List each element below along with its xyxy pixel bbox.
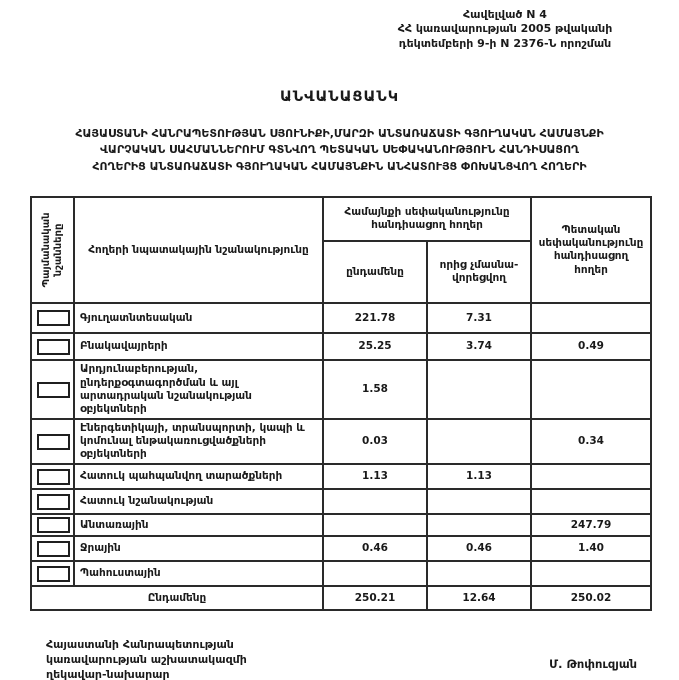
header-conventional-symbols [31, 197, 74, 303]
value-state [531, 360, 651, 419]
value-community-total: 25.25 [323, 333, 427, 360]
table-row [31, 536, 651, 561]
value-community-total [323, 514, 427, 536]
header-non-privatizable: որից չմասնա-վորեցվող [427, 241, 531, 303]
legend-symbol-box [37, 434, 70, 450]
row-label: Հատուկ նշանակության [74, 489, 323, 514]
value-state: 247.79 [531, 514, 651, 536]
total-community-total: 250.21 [323, 586, 427, 610]
land-table-container [30, 196, 653, 611]
legend-symbol-cell [31, 514, 74, 536]
table-row [31, 333, 651, 360]
legend-symbol-box [37, 566, 70, 582]
header-land-designation: Հողերի նպատակային նշանակությունը [74, 197, 323, 303]
table-total-row [31, 586, 651, 610]
document-subtitle [0, 126, 679, 176]
value-community-total [323, 489, 427, 514]
value-non-privatizable [427, 419, 531, 464]
header-state-owned: Պետական սեփականությունը հանդիսացող հողեր [531, 197, 651, 303]
row-label: Պահուստային [74, 561, 323, 586]
official-title-line-1: Հայաստանի Հանրապետության [46, 638, 234, 652]
header-community-total: ընդամենը [323, 241, 427, 303]
value-non-privatizable: 1.13 [427, 464, 531, 489]
header-community-owned-group: Համայնքի սեփականությունը հանդիսացող հողեր [323, 197, 531, 241]
appendix-line-1: Հավելված N 4 [463, 8, 547, 21]
subtitle-line-1: ՀԱՅԱՍՏԱՆԻ ՀԱՆՐԱՊԵՏՈՒԹՅԱՆ ՍՅՈՒՆԻՔԻ,ՄԱՐԶԻ ԱՆՏԱՌԱՃԱՏԻ ԳՅՈՒՂԱԿԱՆ ՀԱՄԱՅՆՔԻ [75, 126, 604, 140]
value-state [531, 489, 651, 514]
table-row [31, 561, 651, 586]
row-label: Անտառային [74, 514, 323, 536]
value-non-privatizable: 3.74 [427, 333, 531, 360]
value-community-total: 0.46 [323, 536, 427, 561]
total-label: Ընդամենը [31, 586, 323, 610]
table-row [31, 419, 651, 464]
legend-symbol-box [37, 494, 70, 510]
table-row [31, 489, 651, 514]
value-state [531, 303, 651, 333]
legend-symbol-cell [31, 489, 74, 514]
row-label: Էներգետիկայի, տրանսպորտի, կապի և կոմունալ ենթակառուցվածքների օբյեկտների [74, 419, 323, 464]
subtitle-line-2: ՎԱՐՉԱԿԱՆ ՍԱՀՄԱՆՆԵՐՈՒՄ ԳՏՆՎՈՂ ՊԵՏԱԿԱՆ ՍԵՓԱԿԱՆՈՒԹՅՈՒՆ ՀԱՆԴԻՍԱՑՈՂ [100, 143, 579, 157]
row-label: Արդյունաբերության, ընդերքօգտագործման և այլ արտադրական նշանակության օբյեկտների [74, 360, 323, 419]
legend-symbol-cell [31, 360, 74, 419]
legend-symbol-box [37, 469, 70, 485]
row-label: Ջրային [74, 536, 323, 561]
official-title-line-3: ղեկավար-նախարար [46, 667, 170, 680]
legend-symbol-box [37, 339, 70, 355]
official-title-line-2: կառավարության աշխատակազմի [46, 653, 247, 667]
page-title: ԱՆՎԱՆԱՑԱՆԿ [279, 88, 400, 105]
official-title-block [46, 638, 247, 680]
appendix-block [337, 8, 673, 51]
value-non-privatizable [427, 360, 531, 419]
legend-symbol-box [37, 382, 70, 398]
total-state: 250.02 [531, 586, 651, 610]
legend-symbol-cell [31, 536, 74, 561]
value-community-total: 221.78 [323, 303, 427, 333]
value-state: 0.49 [531, 333, 651, 360]
land-balance-table [30, 196, 652, 611]
value-non-privatizable [427, 514, 531, 536]
legend-symbol-box [37, 541, 70, 557]
legend-symbol-cell [31, 419, 74, 464]
legend-symbol-box [37, 310, 70, 326]
value-non-privatizable: 7.31 [427, 303, 531, 333]
table-header-row-group [31, 197, 651, 241]
row-label: Հատուկ պահպանվող տարածքների [74, 464, 323, 489]
value-state [531, 561, 651, 586]
table-row [31, 514, 651, 536]
legend-symbol-cell [31, 303, 74, 333]
legend-symbol-cell [31, 561, 74, 586]
appendix-line-2: ՀՀ կառավարության 2005 թվականի [397, 22, 613, 36]
table-row [31, 360, 651, 419]
value-community-total [323, 561, 427, 586]
value-community-total: 0.03 [323, 419, 427, 464]
appendix-line-3: դեկտեմբերի 9-ի N 2376-Ն որոշման [398, 36, 612, 50]
total-non-privatizable: 12.64 [427, 586, 531, 610]
value-state [531, 464, 651, 489]
row-label: Գյուղատնտեսական [74, 303, 323, 333]
table-row [31, 464, 651, 489]
signature-name: Մ. Թոփուզյան [549, 656, 637, 671]
header-conventional-symbols-label: Պայմանական նշանները [40, 212, 64, 288]
value-state: 0.34 [531, 419, 651, 464]
value-community-total: 1.13 [323, 464, 427, 489]
value-non-privatizable [427, 561, 531, 586]
table-row [31, 303, 651, 333]
value-non-privatizable [427, 489, 531, 514]
value-non-privatizable: 0.46 [427, 536, 531, 561]
legend-symbol-box [37, 517, 70, 533]
legend-symbol-cell [31, 464, 74, 489]
value-state: 1.40 [531, 536, 651, 561]
legend-symbol-cell [31, 333, 74, 360]
document-footer [0, 638, 679, 680]
row-label: Բնակավայրերի [74, 333, 323, 360]
subtitle-line-3: ՀՈՂԵՐԻՑ ԱՆՏԱՌԱՃԱՏԻ ԳՅՈՒՂԱԿԱՆ ՀԱՄԱՅՆՔԻՆ ԱՆՀԱՏՈՒՅՑ ՓՈԽԱՆՑՎՈՂ ՀՈՂԵՐԻ [92, 159, 587, 173]
value-community-total: 1.58 [323, 360, 427, 419]
